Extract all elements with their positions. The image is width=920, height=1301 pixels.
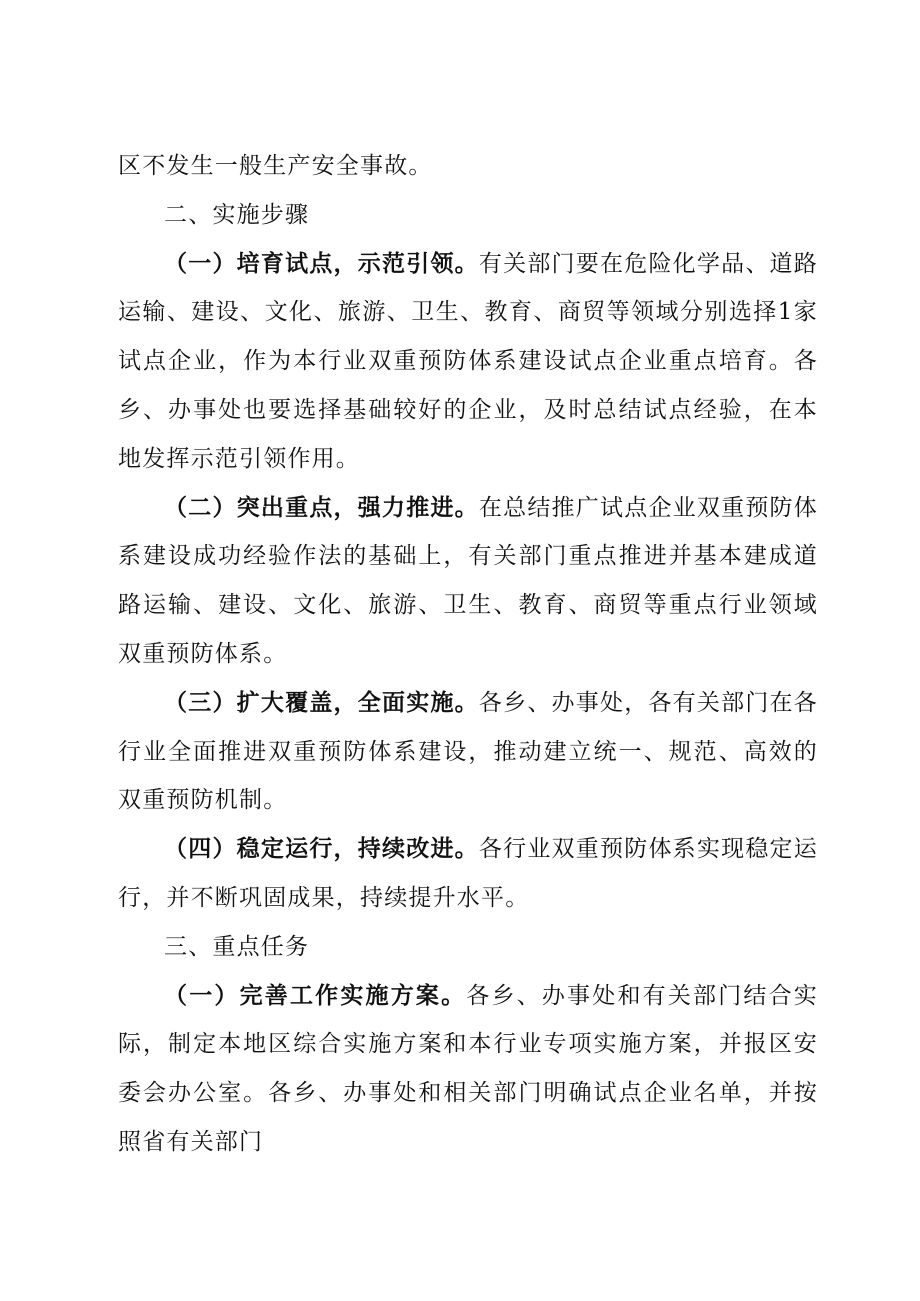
task-body-1: 各乡、办事处和有关部门结合实际，制定本地区综合实施方案和本行业专项实施方案，并报区安委会办公室。各乡、办事处和相关部门明确试点企业名单，并按照省有关部门 [118, 982, 818, 1155]
task-lead-1: （一）完善工作实施方案。 [164, 982, 467, 1009]
step-body-1: 有关部门要在危险化学品、道路运输、建设、文化、旅游、卫生、教育、商贸等领域分别选择1家试点企业，作为本行业双重预防体系建设试点企业重点培育。各乡、办事处也要选择基础较好的企业，及时总结试点经验，在本地发挥示范引领作用。 [118, 250, 818, 472]
step-lead-3: （三）扩大覆盖，全面实施。 [164, 689, 479, 716]
step-lead-2: （二）突出重点，强力推进。 [164, 494, 479, 521]
step-paragraph-4 [118, 825, 818, 923]
step-paragraph-2 [118, 484, 818, 679]
continuation-paragraph: 区不发生一般生产安全事故。 [118, 153, 433, 179]
step-paragraph-1 [118, 240, 818, 484]
step-paragraph-3 [118, 679, 818, 825]
step-lead-4: （四）稳定运行，持续改进。 [164, 836, 479, 863]
section-heading-implementation-steps: 二、实施步骤 [164, 201, 310, 228]
document-body [118, 142, 818, 1167]
task-paragraph-1 [118, 972, 818, 1167]
step-body-2: 在总结推广试点企业双重预防体系建设成功经验作法的基础上，有关部门重点推进并基本建成道路运输、建设、文化、旅游、卫生、教育、商贸等重点行业领域双重预防体系。 [118, 494, 818, 667]
section-heading-key-tasks: 三、重点任务 [164, 933, 310, 960]
step-body-4: 各行业双重预防体系实现稳定运行，并不断巩固成果，持续提升水平。 [118, 836, 818, 911]
step-body-3: 各乡、办事处，各有关部门在各行业全面推进双重预防体系建设，推动建立统一、规范、高效的双重预防机制。 [118, 689, 818, 814]
step-lead-1: （一）培育试点，示范引领。 [164, 250, 479, 277]
